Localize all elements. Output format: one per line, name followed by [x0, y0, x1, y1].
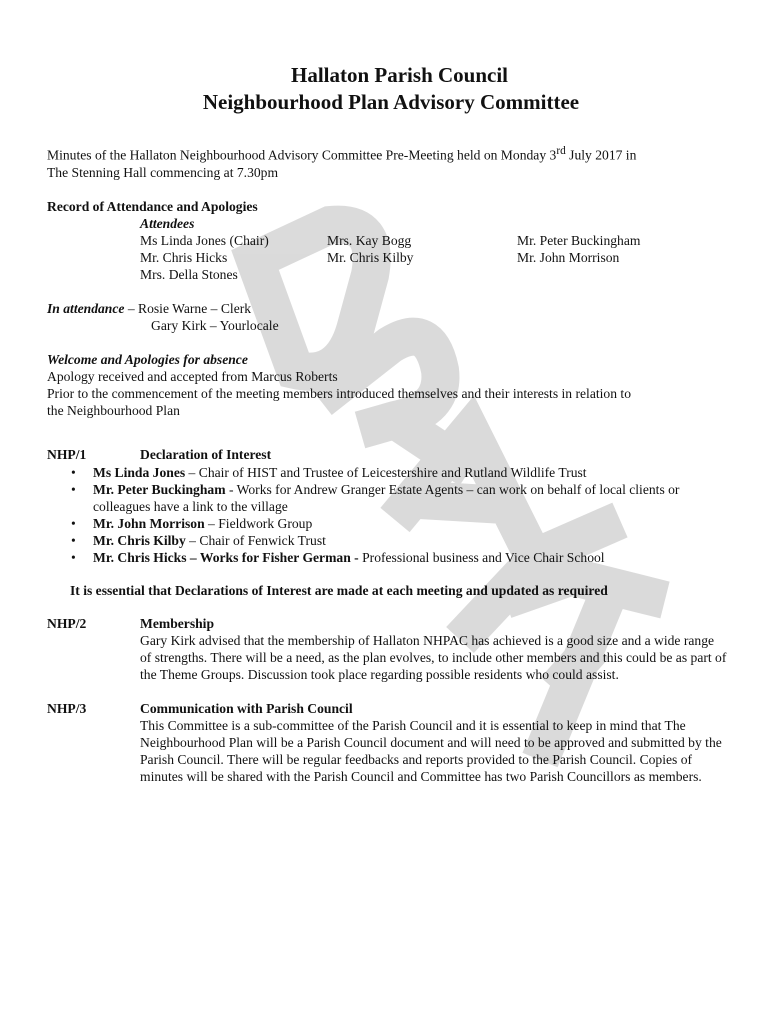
- attendees-list: [140, 232, 727, 283]
- page-title: Hallaton Parish Council: [290, 63, 509, 87]
- list-item: [47, 515, 727, 532]
- declarant-name: Ms Linda Jones: [93, 464, 186, 480]
- intro-text-cont: July 2017 in: [565, 147, 637, 163]
- in-attendance-clerk: – Rosie Warne – Clerk: [124, 300, 252, 316]
- declaration-text: – Chair of Fenwick Trust: [185, 532, 326, 548]
- attendee: Mr. Peter Buckingham: [517, 232, 641, 248]
- attendees-block: [47, 215, 727, 283]
- list-item: [47, 481, 727, 515]
- declarant-name: Mr. Chris Hicks – Works for Fisher German -: [93, 549, 359, 565]
- declarant-name: Mr. Chris Kilby: [93, 532, 186, 548]
- nhp2-heading: Membership: [140, 615, 215, 631]
- welcome-heading: Welcome and Apologies for absence: [47, 351, 248, 367]
- nhp3-number: NHP/3: [47, 700, 87, 716]
- nhp2-number: NHP/2: [47, 615, 87, 631]
- bullet-icon: •: [71, 515, 76, 531]
- nhp1-section: [47, 446, 727, 463]
- bullet-icon: •: [71, 481, 76, 497]
- list-item: [47, 549, 727, 566]
- intro-sup: rd: [556, 145, 566, 157]
- list-item: [47, 532, 727, 549]
- attendee: Mr. Chris Kilby: [327, 249, 414, 265]
- bullet-icon: •: [71, 464, 76, 480]
- nhp3-section: [47, 700, 727, 785]
- bullet-icon: •: [71, 549, 76, 565]
- attendee: Mrs. Della Stones: [140, 266, 238, 282]
- page-subtitle: Neighbourhood Plan Advisory Committee: [202, 90, 580, 114]
- attendee: Mrs. Kay Bogg: [327, 232, 412, 248]
- nhp1-number: NHP/1: [47, 446, 87, 462]
- intro-paragraph: [47, 143, 727, 181]
- attendee: Mr. Chris Hicks: [140, 249, 228, 265]
- declaration-text: Professional business and Vice Chair School: [358, 549, 605, 565]
- nhp1-heading: Declaration of Interest: [140, 446, 272, 462]
- attendees-title: Attendees: [140, 215, 195, 231]
- welcome-line: the Neighbourhood Plan: [47, 402, 180, 418]
- welcome-line: Prior to the commencement of the meeting members introduced themselves and their interests in relation to: [47, 385, 631, 401]
- declarant-name: Mr. John Morrison: [93, 515, 205, 531]
- nhp2-content: [140, 615, 727, 683]
- bullet-icon: •: [71, 532, 76, 548]
- in-attendance-second: Gary Kirk – Yourlocale: [151, 317, 279, 333]
- nhp3-content: [140, 700, 727, 785]
- declaration-text: - Works for Andrew Granger Estate Agents – can work on behalf of local clients or colleagues have a link to the village: [93, 481, 680, 514]
- welcome-line: Apology received and accepted from Marcus Roberts: [47, 368, 338, 384]
- declaration-text: – Fieldwork Group: [204, 515, 313, 531]
- declarant-name: Mr. Peter Buckingham: [93, 481, 226, 497]
- in-attendance: [47, 300, 727, 317]
- attendee: Mr. John Morrison: [517, 249, 620, 265]
- attendee: Ms Linda Jones (Chair): [140, 232, 269, 248]
- declarations-list: [47, 464, 727, 566]
- nhp3-heading: Communication with Parish Council: [140, 700, 353, 716]
- in-attendance-label: In attendance: [47, 300, 125, 316]
- nhp2-body: Gary Kirk advised that the membership of Hallaton NHPAC has achieved is a good size and a wide range of strengths. There will be a need, as the plan evolves, to include other members and this could be as part of the Theme Groups. Discussion took place regarding possible residents who could assist.: [140, 632, 727, 682]
- intro-text: Minutes of the Hallaton Neighbourhood Advisory Committee Pre-Meeting held on Monday 3: [47, 147, 557, 163]
- essential-note: It is essential that Declarations of Interest are made at each meeting and updated as required: [70, 582, 608, 598]
- declaration-text: – Chair of HIST and Trustee of Leicestershire and Rutland Wildlife Trust: [185, 464, 587, 480]
- nhp3-body: This Committee is a sub-committee of the Parish Council and it is essential to keep in mind that The Neighbourhood Plan will be a Parish Council document and will need to be approved and submitted by the Parish Council. There will be regular feedbacks and reports provided to the Parish Council. Copies of minutes will be shared with the Parish Council and Committee has two Parish Councillors as members.: [140, 717, 722, 784]
- nhp2-section: [47, 615, 727, 683]
- attendance-heading: Record of Attendance and Apologies: [47, 198, 258, 214]
- list-item: [47, 464, 727, 481]
- intro-venue: The Stenning Hall commencing at 7.30pm: [47, 164, 279, 180]
